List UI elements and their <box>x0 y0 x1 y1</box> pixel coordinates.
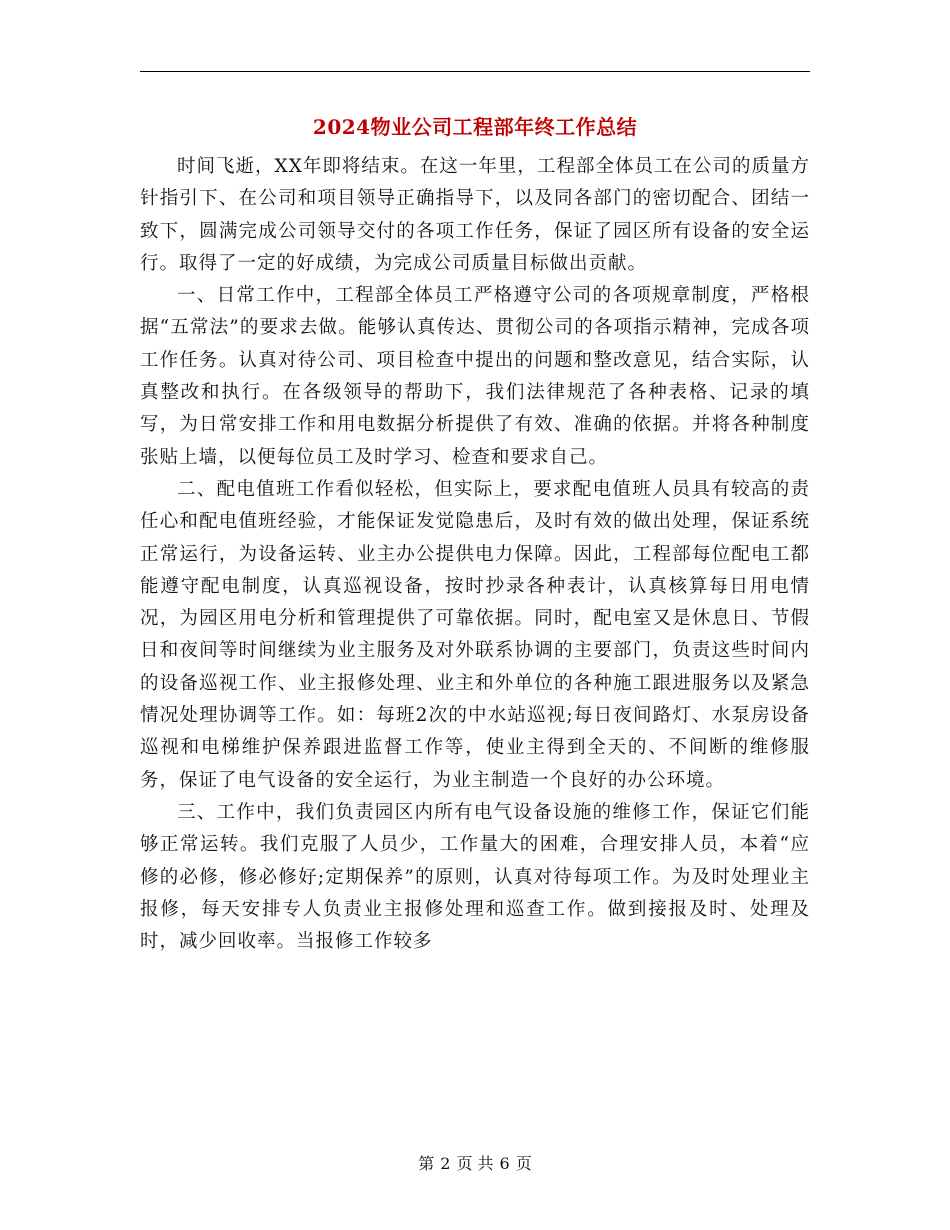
paragraph-intro: 时间飞逝，XX年即将结束。在这一年里，工程部全体员工在公司的质量方针指引下、在公司和项目领导正确指导下，以及同各部门的密切配合、团结一致下，圆满完成公司领导交付的各项工作任务，保证了园区所有设备的安全运行。取得了一定的好成绩，为完成公司质量目标做出贡献。 <box>140 156 810 274</box>
footer-prefix: 第 <box>418 1154 435 1173</box>
footer-suffix: 页 <box>515 1154 532 1173</box>
paragraph-power-duty: 二、配电值班工作看似轻松，但实际上，要求配电值班人员具有较高的责任心和配电值班经验，才能保证发觉隐患后，及时有效的做出处理，保证系统正常运行，为设备运转、业主办公提供电力保障。因此，工程部每位配电工都能遵守配电制度，认真巡视设备，按时抄录各种表计，认真核算每日用电情况，为园区用电分析和管理提供了可靠依据。同时，配电室又是休息日、节假日和夜间等时间继续为业主服务及对外联系协调的主要部门，负责这些时间内的设备巡视工作、业主报修处理、业主和外单位的各种施工跟进服务以及紧急情况处理协调等工作。如：每班2次的中水站巡视;每日夜间路灯、水泵房设备巡视和电梯维护保养跟进监督工作等，使业主得到全天的、不间断的维修服务，保证了电气设备的安全运行，为业主制造一个良好的办公环境。 <box>140 478 810 791</box>
document-body <box>140 151 810 958</box>
header-rule <box>140 71 810 72</box>
paragraph-daily-work: 一、日常工作中，工程部全体员工严格遵守公司的各项规章制度，严格根据“五常法”的要求去做。能够认真传达、贯彻公司的各项指示精神，完成各项工作任务。认真对待公司、项目检查中提出的问题和整改意见，结合实际，认真整改和执行。在各级领导的帮助下，我们法律规范了各种表格、记录的填写，为日常安排工作和用电数据分析提供了有效、准确的依据。并将各种制度张贴上墙，以便每位员工及时学习、检查和要求自己。 <box>140 285 810 468</box>
document-title: 2024物业公司工程部年终工作总结 <box>312 115 638 139</box>
footer-middle: 页 共 <box>456 1154 494 1173</box>
paragraph-maintenance: 三、工作中，我们负责园区内所有电气设备设施的维修工作，保证它们能够正常运转。我们克服了人员少，工作量大的困难，合理安排人员，本着“应修的必修，修必修好;定期保养”的原则，认真对待每项工作。为及时处理业主报修，每天安排专人负责业主报修处理和巡查工作。做到接报及时、处理及时，减少回收率。当报修工作较多 <box>140 801 810 953</box>
footer-total-pages: 6 <box>499 1154 510 1173</box>
page-footer <box>0 1152 950 1176</box>
footer-page-number: 2 <box>440 1154 451 1173</box>
